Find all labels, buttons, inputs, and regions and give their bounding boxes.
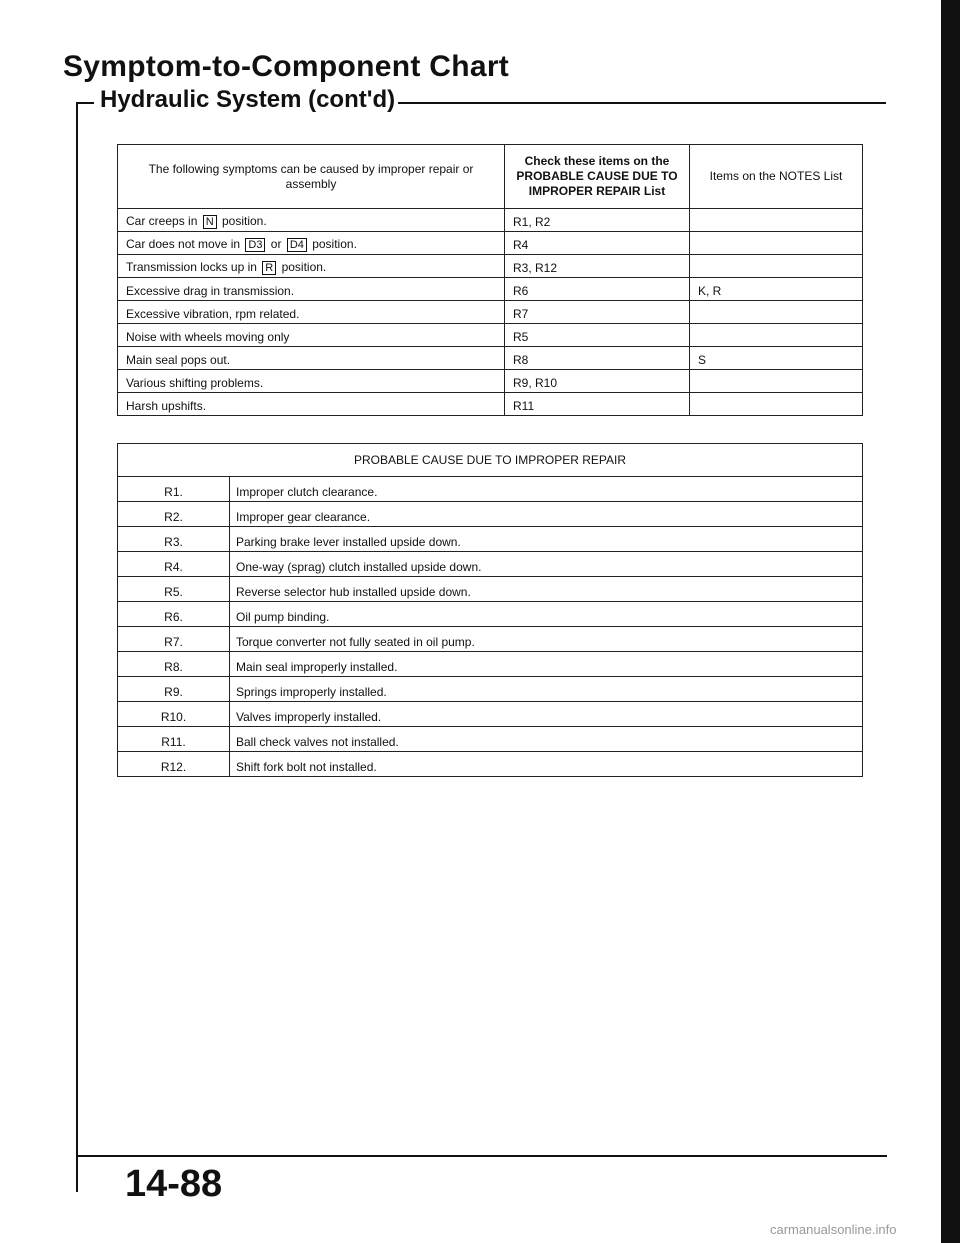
symptom-text: or [267, 237, 285, 251]
symptom-cell [118, 232, 505, 255]
notes-cell [690, 324, 863, 347]
probable-cause-cell: R7 [505, 301, 690, 324]
cause-description: One-way (sprag) clutch installed upside down. [230, 552, 863, 577]
cause-row [118, 677, 863, 702]
causes-column-header: Check these items on the PROBABLE CAUSE DUE TO IMPROPER REPAIR List [505, 145, 690, 209]
cause-code: R2. [118, 502, 230, 527]
cause-row [118, 602, 863, 627]
symptom-column-header: The following symptoms can be caused by improper repair or assembly [118, 145, 505, 209]
cause-code: R3. [118, 527, 230, 552]
symptom-row [118, 255, 863, 278]
page-title: Symptom-to-Component Chart [63, 50, 510, 83]
section-header [76, 86, 886, 122]
cause-description: Main seal improperly installed. [230, 652, 863, 677]
frame-bottom-rule [76, 1155, 886, 1157]
symptom-row [118, 209, 863, 232]
shift-position-key: R [262, 261, 276, 275]
symptom-text: Car creeps in [126, 214, 201, 228]
symptom-cell [118, 255, 505, 278]
symptom-text: position. [278, 260, 327, 274]
cause-row [118, 702, 863, 727]
cause-description: Valves improperly installed. [230, 702, 863, 727]
shift-position-key: D3 [245, 238, 265, 252]
cause-description: Improper gear clearance. [230, 502, 863, 527]
cause-code: R5. [118, 577, 230, 602]
notes-cell [690, 301, 863, 324]
probable-cause-cell: R6 [505, 278, 690, 301]
symptom-text: Harsh upshifts. [126, 399, 207, 413]
probable-cause-cell: R11 [505, 393, 690, 416]
symptom-cell [118, 370, 505, 393]
symptom-row [118, 232, 863, 255]
symptom-cell [118, 209, 505, 232]
symptom-row [118, 324, 863, 347]
symptom-text: position. [308, 237, 357, 251]
cause-row [118, 652, 863, 677]
probable-cause-cell: R9, R10 [505, 370, 690, 393]
symptom-text: Main seal pops out. [126, 353, 231, 367]
page-number: 14-88 [125, 1163, 223, 1205]
cause-row [118, 477, 863, 502]
symptom-table-header [118, 145, 863, 209]
cause-description: Torque converter not fully seated in oil pump. [230, 627, 863, 652]
symptom-text: Car does not move in [126, 237, 244, 251]
cause-code: R6. [118, 602, 230, 627]
symptom-cell [118, 301, 505, 324]
symptom-text: position. [218, 214, 267, 228]
symptom-text: Various shifting problems. [126, 376, 264, 390]
notes-cell [690, 393, 863, 416]
probable-cause-cell: R4 [505, 232, 690, 255]
cause-description: Improper clutch clearance. [230, 477, 863, 502]
notes-column-header: Items on the NOTES List [690, 145, 863, 209]
probable-cause-header: PROBABLE CAUSE DUE TO IMPROPER REPAIR [118, 444, 863, 477]
watermark: carmanualsonline.info [770, 1222, 897, 1237]
cause-row [118, 502, 863, 527]
cause-row [118, 552, 863, 577]
symptom-row [118, 347, 863, 370]
cause-description: Oil pump binding. [230, 602, 863, 627]
cause-row [118, 752, 863, 777]
notes-cell [690, 370, 863, 393]
page-edge-bar [941, 0, 960, 1243]
symptom-row [118, 393, 863, 416]
cause-code: R8. [118, 652, 230, 677]
symptom-cell [118, 347, 505, 370]
probable-cause-table [117, 443, 863, 777]
symptom-cell [118, 324, 505, 347]
cause-row [118, 527, 863, 552]
symptom-text: Transmission locks up in [126, 260, 261, 274]
section-rule-left [76, 102, 94, 104]
symptom-text: Excessive drag in transmission. [126, 284, 295, 298]
cause-description: Ball check valves not installed. [230, 727, 863, 752]
notes-cell: K, R [690, 278, 863, 301]
cause-description: Reverse selector hub installed upside down. [230, 577, 863, 602]
symptom-row [118, 370, 863, 393]
cause-code: R1. [118, 477, 230, 502]
symptom-row [118, 301, 863, 324]
shift-position-key: N [203, 215, 217, 229]
symptom-table [117, 144, 863, 416]
notes-cell [690, 209, 863, 232]
cause-description: Springs improperly installed. [230, 677, 863, 702]
cause-row [118, 727, 863, 752]
notes-cell [690, 255, 863, 278]
shift-position-key: D4 [287, 238, 307, 252]
symptom-text: Noise with wheels moving only [126, 330, 290, 344]
symptom-row [118, 278, 863, 301]
cause-code: R10. [118, 702, 230, 727]
section-subtitle: Hydraulic System (cont'd) [100, 86, 396, 113]
cause-code: R9. [118, 677, 230, 702]
symptom-cell [118, 393, 505, 416]
cause-code: R7. [118, 627, 230, 652]
symptom-cell [118, 278, 505, 301]
probable-cause-cell: R3, R12 [505, 255, 690, 278]
probable-cause-cell: R5 [505, 324, 690, 347]
probable-cause-header-row [118, 444, 863, 477]
cause-row [118, 627, 863, 652]
notes-cell: S [690, 347, 863, 370]
cause-description: Parking brake lever installed upside down. [230, 527, 863, 552]
section-rule-vertical [76, 102, 78, 1192]
notes-cell [690, 232, 863, 255]
cause-code: R12. [118, 752, 230, 777]
cause-row [118, 577, 863, 602]
probable-cause-cell: R1, R2 [505, 209, 690, 232]
cause-code: R11. [118, 727, 230, 752]
section-rule-right [398, 102, 886, 104]
symptom-text: Excessive vibration, rpm related. [126, 307, 300, 321]
probable-cause-cell: R8 [505, 347, 690, 370]
cause-description: Shift fork bolt not installed. [230, 752, 863, 777]
cause-code: R4. [118, 552, 230, 577]
